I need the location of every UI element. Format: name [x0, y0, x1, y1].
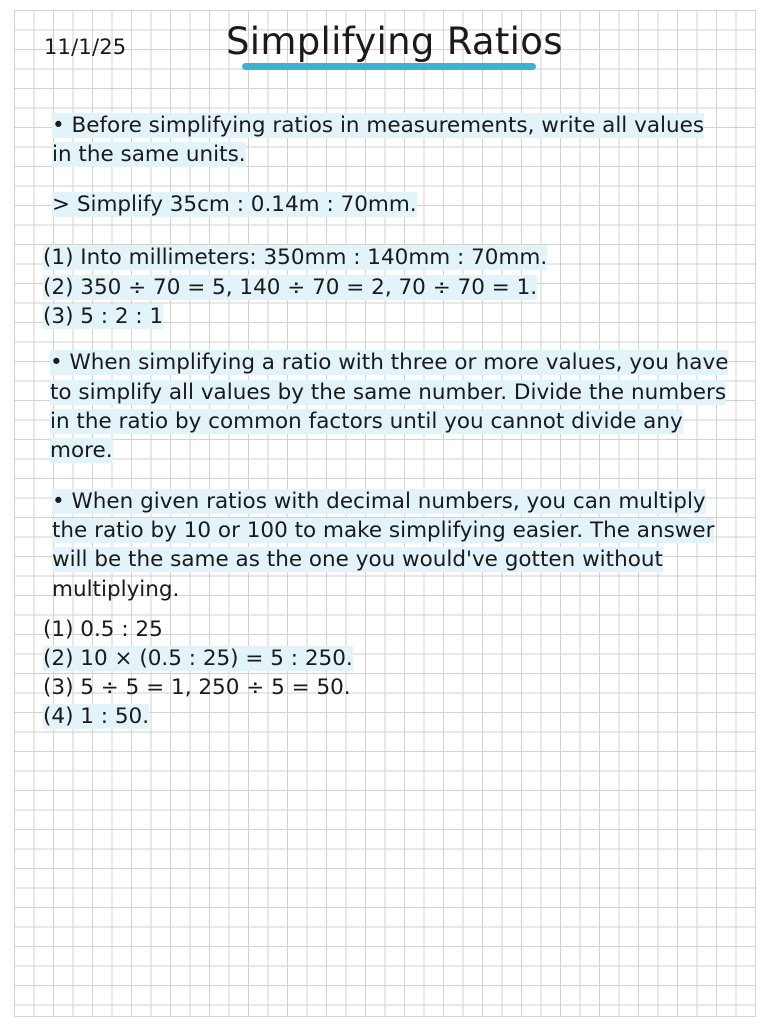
note-line: to simplify all values by the same number. Divide the numbers: [50, 380, 727, 405]
note-line: • When simplifying a ratio with three or more values, you have: [50, 350, 729, 375]
note-line: (1) 0.5 : 25: [43, 617, 163, 642]
note-line: > Simplify 35cm : 0.14m : 70mm.: [52, 192, 417, 217]
note-line: (1) Into millimeters: 350mm : 140mm : 70mm.: [43, 245, 548, 270]
title-underline: [242, 63, 536, 70]
page-title: Simplifying Ratios: [226, 20, 563, 63]
note-line: • When given ratios with decimal numbers, you can multiply: [52, 489, 706, 514]
note-line: more.: [50, 438, 113, 463]
note-line: multiplying.: [52, 577, 180, 602]
note-line: (3) 5 : 2 : 1: [43, 304, 164, 329]
note-line: in the ratio by common factors until you cannot divide any: [50, 409, 683, 434]
note-line: (4) 1 : 50.: [43, 704, 150, 729]
note-date: 11/1/25: [44, 35, 127, 59]
note-line: (2) 10 × (0.5 : 25) = 5 : 250.: [43, 646, 353, 671]
note-line: • Before simplifying ratios in measurements, write all values: [52, 113, 705, 138]
note-line: in the same units.: [52, 142, 246, 167]
note-line: (2) 350 ÷ 70 = 5, 140 ÷ 70 = 2, 70 ÷ 70 = 1.: [43, 275, 538, 300]
note-line: (3) 5 ÷ 5 = 1, 250 ÷ 5 = 50.: [43, 675, 351, 700]
note-line: will be the same as the one you would've gotten without: [52, 547, 663, 572]
note-line: the ratio by 10 or 100 to make simplifying easier. The answer: [52, 518, 715, 543]
